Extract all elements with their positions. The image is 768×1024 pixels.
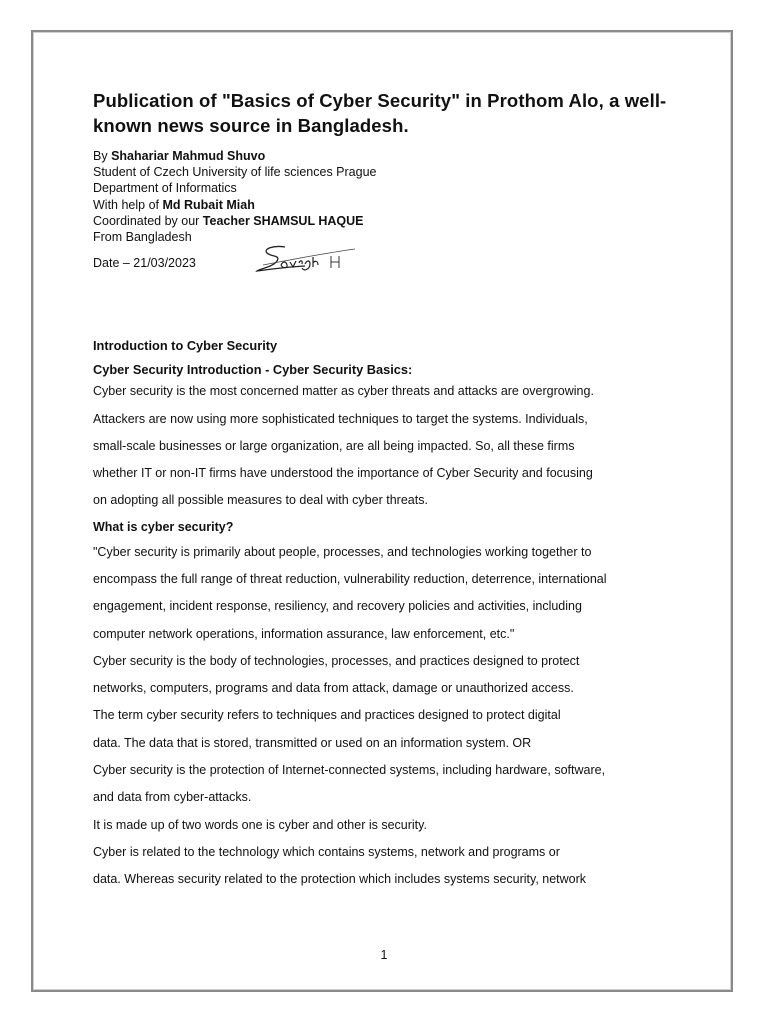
author-line [93,148,693,164]
date-row [93,255,693,273]
text-line: engagement, incident response, resiliency, and recovery policies and activities, including [93,599,582,614]
text-line: Cyber security is the protection of Internet-connected systems, including hardware, software, [93,763,606,778]
intro-paragraph [93,378,693,514]
document-body [93,88,693,894]
coord-prefix: Coordinated by our [93,213,203,228]
by-prefix: By [93,149,112,163]
text-line: The term cyber security refers to techniques and practices designed to protect digital [93,708,561,723]
text-line: whether IT or non-IT firms have understood the importance of Cyber Security and focusing [93,466,593,481]
what-heading: What is cyber security? [93,519,234,534]
text-line: It is made up of two words one is cyber and other is security. [93,817,427,832]
text-line: encompass the full range of threat reduction, vulnerability reduction, deterrence, international [93,572,607,586]
origin-line: From Bangladesh [93,230,192,245]
author-name: Shahariar Mahmud Shuvo [111,149,266,163]
text-line: small-scale businesses or large organization, are all being impacted. So, all these firms [93,438,575,453]
signature-image [255,239,365,279]
document-title: Publication of "Basics of Cyber Security" in Prothom Alo, a well-known news source in Bangladesh. [93,90,667,136]
text-line: and data from cyber-attacks. [93,790,252,805]
text-line: data. Whereas security related to the protection which includes systems security, network [93,872,587,887]
text-line: "Cyber security is primarily about people, processes, and technologies working together to [93,544,592,559]
text-line: on adopting all possible measures to deal with cyber threats. [93,493,428,508]
page-number: 1 [380,948,388,962]
basics-heading: Cyber Security Introduction - Cyber Security Basics: [93,362,413,378]
department-line: Department of Informatics [93,181,237,196]
text-line: Cyber security is the body of technologies, processes, and practices designed to protect [93,653,580,668]
helper-name: Md Rubait Miah [162,197,255,212]
date-line: Date – 21/03/2023 [93,256,196,271]
text-line: Attackers are now using more sophisticated techniques to target the systems. Individuals, [93,411,588,426]
helper-line [93,197,693,213]
byline-block [93,148,693,273]
intro-heading: Introduction to Cyber Security [93,338,278,354]
text-line: Cyber is related to the technology which contains systems, network and programs or [93,844,560,859]
help-prefix: With help of [93,197,163,212]
text-line: networks, computers, programs and data from attack, damage or unauthorized access. [93,681,574,696]
text-line: Cyber security is the most concerned matter as cyber threats and attacks are overgrowing. [93,384,594,399]
text-line: data. The data that is stored, transmitted or used on an information system. OR [93,735,532,750]
coordinator-name: Teacher SHAMSUL HAQUE [202,213,364,228]
definition-paragraph [93,539,693,894]
coordinator-line [93,213,693,229]
text-line: computer network operations, information assurance, law enforcement, etc." [93,626,515,641]
affiliation-line: Student of Czech University of life sciences Prague [93,165,377,180]
